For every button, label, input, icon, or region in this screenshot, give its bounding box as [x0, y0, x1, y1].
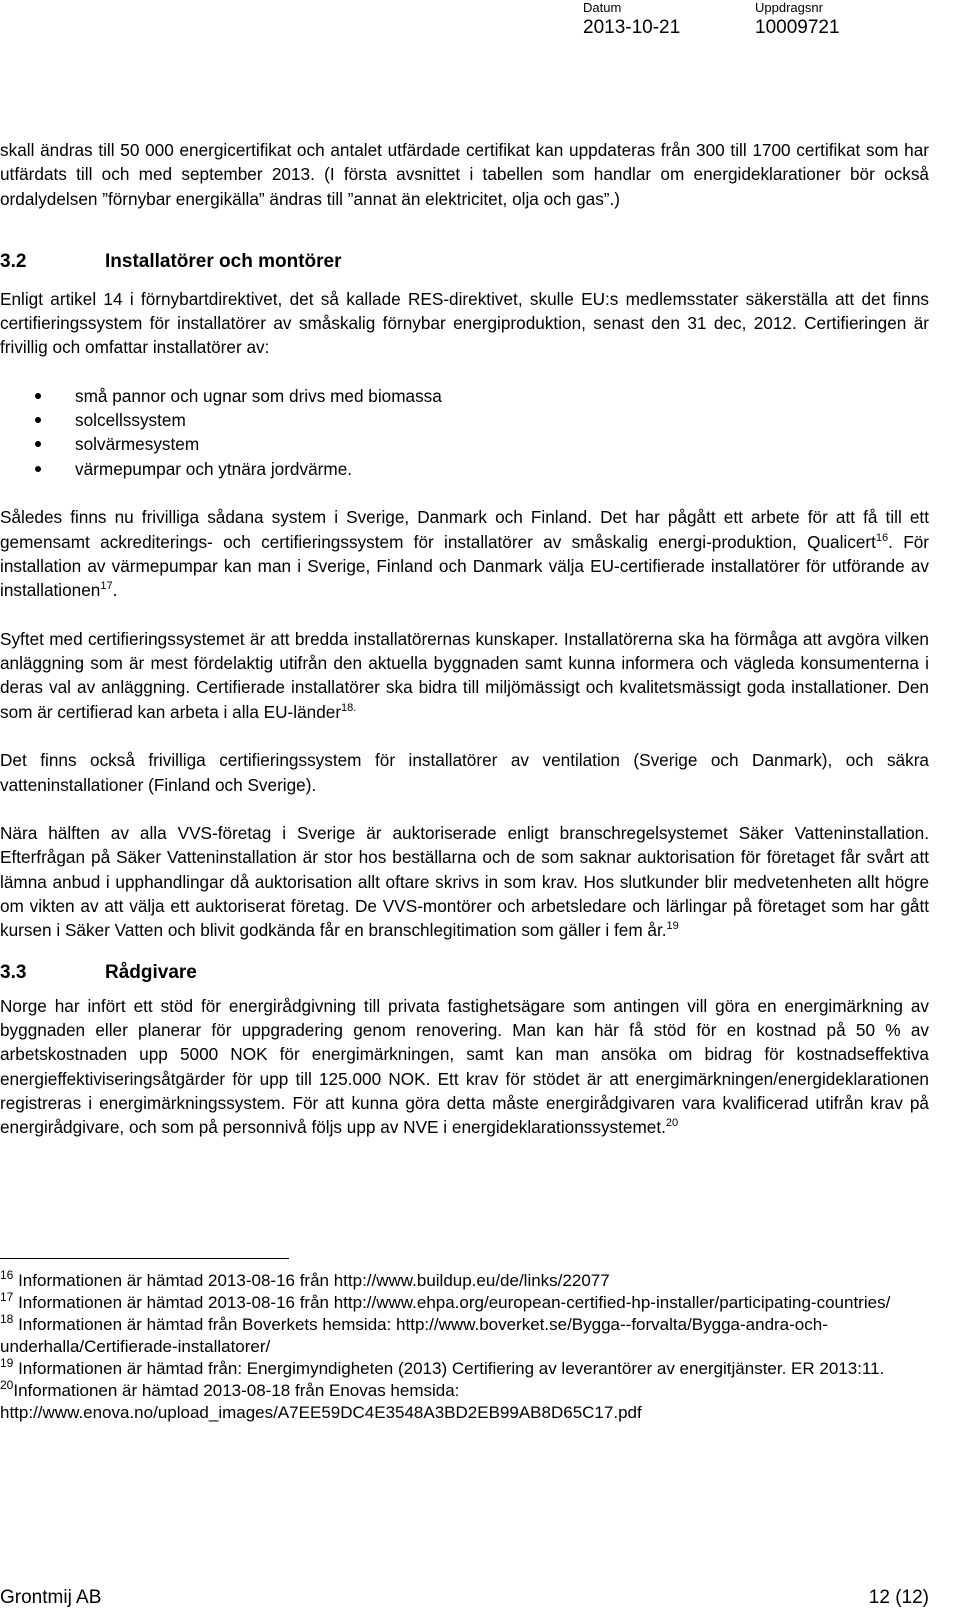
footnote: $^{16}$ Informationen är hämtad 2013-08-16 från http://www.buildup.eu/de/links/22077: [0, 1268, 610, 1290]
footnote-ref: 19: [666, 920, 679, 933]
bullet-icon: [35, 417, 41, 423]
footnote-number: 18: [0, 1312, 14, 1326]
paragraph: Norge har infört ett stöd för energirådgivning till privata fastighetsägare som antingen vill göra en energimärkning av byggnaden eller planerar för uppgradering genom renovering. Man kan här få stöd för en kostnad på 50 % av arbetskostnaden upp 5000 NOK för energimärkningen, samt kan man ansöka om bidrag för kostnadseffektiva energieffektiviseringsåtgärder för upp till 125.000 NOK. Ett krav för stödet är att energimärkningen/energideklarationen registreras i energimärkningssystem. För att kunna göra detta måste energirådgivaren vara kvalificerad utifrån krav på energirådgivare, och som på personnivå följs upp av NVE i energideklarationssystemet.$^{20}$: [0, 995, 929, 1138]
footnote-number: 19: [0, 1356, 14, 1370]
date-label: Datum: [583, 0, 622, 15]
assignment-number-label: Uppdragsnr: [755, 0, 823, 15]
paragraph: Syftet med certifieringssystemet är att bredda installatörernas kunskaper. Installatörerna ska ha förmåga att avgöra vilken anläggning som är mest fördelaktig utifrån den aktuella byggnaden samt kunna informera och vägleda konsumenterna i deras val av anläggning. Certifierade installatörer ska bidra till miljömässigt och kvalitetsmässigt goda installationer. Den som är certifierad kan arbeta i alla EU-länder$^{18.}$: [0, 628, 929, 722]
footnote: $^{17}$ Informationen är hämtad 2013-08-16 från http://www.ehpa.org/european-certified-hp-installer/participating-countries/: [0, 1290, 891, 1312]
footnote: $^{18}$ Informationen är hämtad från Boverkets hemsida: http://www.boverket.se/Bygga--forvalta/Bygga-andra-och-underhalla/Certifierade-installatorer/: [0, 1312, 828, 1356]
footnote: $^{19}$ Informationen är hämtad från: Energimyndigheten (2013) Certifiering av leverantörer av energitjänster. ER 2013:11.: [0, 1356, 885, 1378]
section-heading-3-3: [0, 961, 929, 985]
footnote-number: 20: [0, 1378, 14, 1392]
footnote-number: 16: [0, 1268, 14, 1282]
page-footer: [0, 1587, 929, 1609]
list-item: solvärmesystem: [0, 432, 929, 456]
bullet-icon: [35, 393, 41, 399]
company-name: Grontmij AB: [0, 1587, 102, 1608]
page-number: 12 (12): [868, 1587, 929, 1608]
section-title: Rådgivare: [105, 961, 197, 983]
section-number: 3.2: [0, 250, 27, 272]
section-number: 3.3: [0, 961, 27, 983]
footnote-number: 17: [0, 1290, 14, 1304]
paragraph: Enligt artikel 14 i förnybartdirektivet, det så kallade RES-direktivet, skulle EU:s medlemsstater säkerställa att det finns certifieringssystem för installatörer av småskalig förnybar energiproduktion, senast den 31 dec, 2012. Certifieringen är frivillig och omfattar installatörer av:: [0, 288, 929, 358]
bullet-icon: [35, 466, 41, 472]
paragraph: Det finns också frivilliga certifieringssystem för installatörer av ventilation (Sverige och Danmark), och säkra vatteninstallationer (Finland och Sverige).: [0, 750, 929, 795]
assignment-number-value: 10009721: [755, 17, 840, 38]
list-item: solcellssystem: [0, 408, 929, 432]
footnote: $^{20}$Informationen är hämtad 2013-08-18 från Enovas hemsida: http://www.enova.no/upload_images/A7EE59DC4E3548A3BD2EB99AB8D65C17.pdf: [0, 1378, 642, 1422]
footnote-ref: 18.: [341, 701, 357, 714]
bullet-list: [0, 384, 929, 481]
paragraph: Nära hälften av alla VVS-företag i Sverige är auktoriserade enligt branschregelsystemet Säker Vatteninstallation. Efterfrågan på Säker Vatteninstallation är stor hos beställarna och de som saknar auktorisation för företaget får svårt att lämna anbud i upphandlingar då auktorisation allt oftare skrivs in som krav. Hos slutkunder blir medvetenheten allt högre om vikten av att välja ett auktoriserat företag. De VVS-montörer och arbetsledare och lärlingar på företaget som har gått kursen i Säker Vatten och blivit godkända får en branschlegitimation som gäller i fem år.$^{19}$: [0, 823, 929, 941]
section-heading-3-2: [0, 250, 929, 274]
footnote-ref: 20: [665, 1117, 679, 1130]
header-date: [583, 0, 680, 39]
page-body: [0, 138, 929, 1139]
footnote-ref: 16: [875, 531, 889, 544]
paragraph: Således finns nu frivilliga sådana system i Sverige, Danmark och Finland. Det har pågått ett arbete för att få till ett gemensamt ackrediterings- och certifieringssystem för installatörer av småskalig energi-produktion, Qualicert$^{16}$. För installation av värmepumpar kan man i Sverige, Finland och Danmark välja EU-certifierade installatörer för utförande av installationen$^{17}$.: [0, 507, 929, 601]
date-value: 2013-10-21: [583, 17, 681, 38]
bullet-icon: [35, 441, 41, 447]
list-item: värmepumpar och ytnära jordvärme.: [0, 457, 929, 481]
section-title: Installatörer och montörer: [105, 250, 342, 272]
intro-paragraph: skall ändras till 50 000 energicertifikat och antalet utfärdade certifikat kan uppdateras från 300 till 1700 certifikat som har utfärdats till och med september 2013. (I första avsnittet i tabellen som handlar om energideklarationer bör också ordalydelsen ”förnybar energikälla” ändras till ”annat än elektricitet, olja och gas”.): [0, 140, 929, 209]
header-assignment-number: [755, 0, 840, 39]
footnote-separator: [0, 1258, 289, 1259]
footnote-ref: 17: [100, 580, 113, 593]
list-item: små pannor och ugnar som drivs med biomassa: [0, 384, 929, 408]
footnotes: [0, 1270, 929, 1424]
